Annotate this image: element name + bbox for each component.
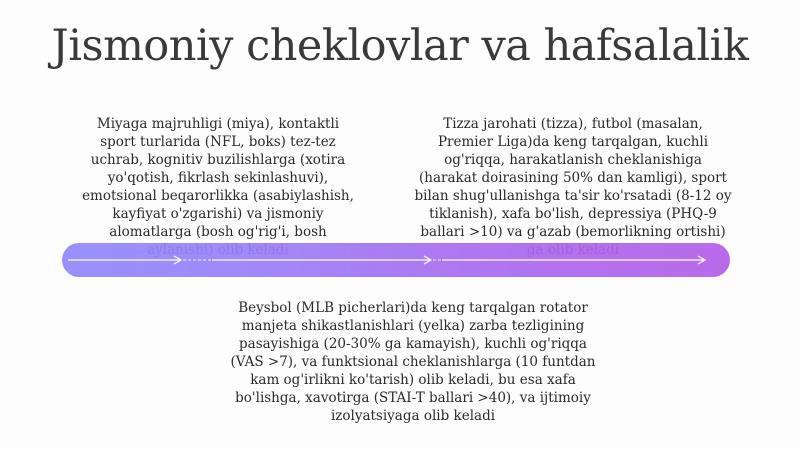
timeline-bar — [62, 243, 730, 277]
arrow-right-icon — [212, 256, 431, 264]
timeline-arrows — [62, 243, 730, 277]
arrow-right-icon — [442, 256, 705, 264]
arrow-right-icon — [68, 256, 181, 264]
slide-title: Jismoniy cheklovlar va hafsalalik — [51, 21, 749, 71]
text-block-rotator-cuff: Beysbol (MLB picherlari)da keng tarqalgan rotator manjeta shikastlanishlari (yelka) zarba tezligining pasayishiga (20-30% ga kamayish), kuchli og'riqqa (VAS >7), va funktsional cheklanishlarga (10 funtdan kam og'irlikni ko'tarish) olib keladi, bu esa xafa bo'lishga, xavotirga (STAI-T ballari >40), va ijtimoiy izolyatsiyaga olib keladi — [230, 300, 596, 424]
text-block-knee-injury: Tizza jarohati (tizza), futbol (masalan, Premier Liga)da keng tarqalgan, kuchli og'riqqa, harakatlanish cheklanishiga (harakat doirasining 50% dan kamligi), sport bilan shug'ullanishga ta'sir ko'rsatadi (8-12 oy tiklanish), xafa bo'lish, depressiya (PHQ-9 ballari >10) va g'azab (bemorlikning ortishi) — [414, 116, 732, 240]
text-block-concussion: Miyaga majruhligi (miya), kontaktli sport turlarida (NFL, boks) tez-tez uchrab, kognitiv buzilishlarga (xotira yo'qotish, fikrlash sekinlashuvi), emotsional beqarorlikka (asabiylashish, kayfiyat o'zgarishi) va jismoniy alomatlarga (bosh og'rig'i, bosh — [82, 116, 354, 240]
